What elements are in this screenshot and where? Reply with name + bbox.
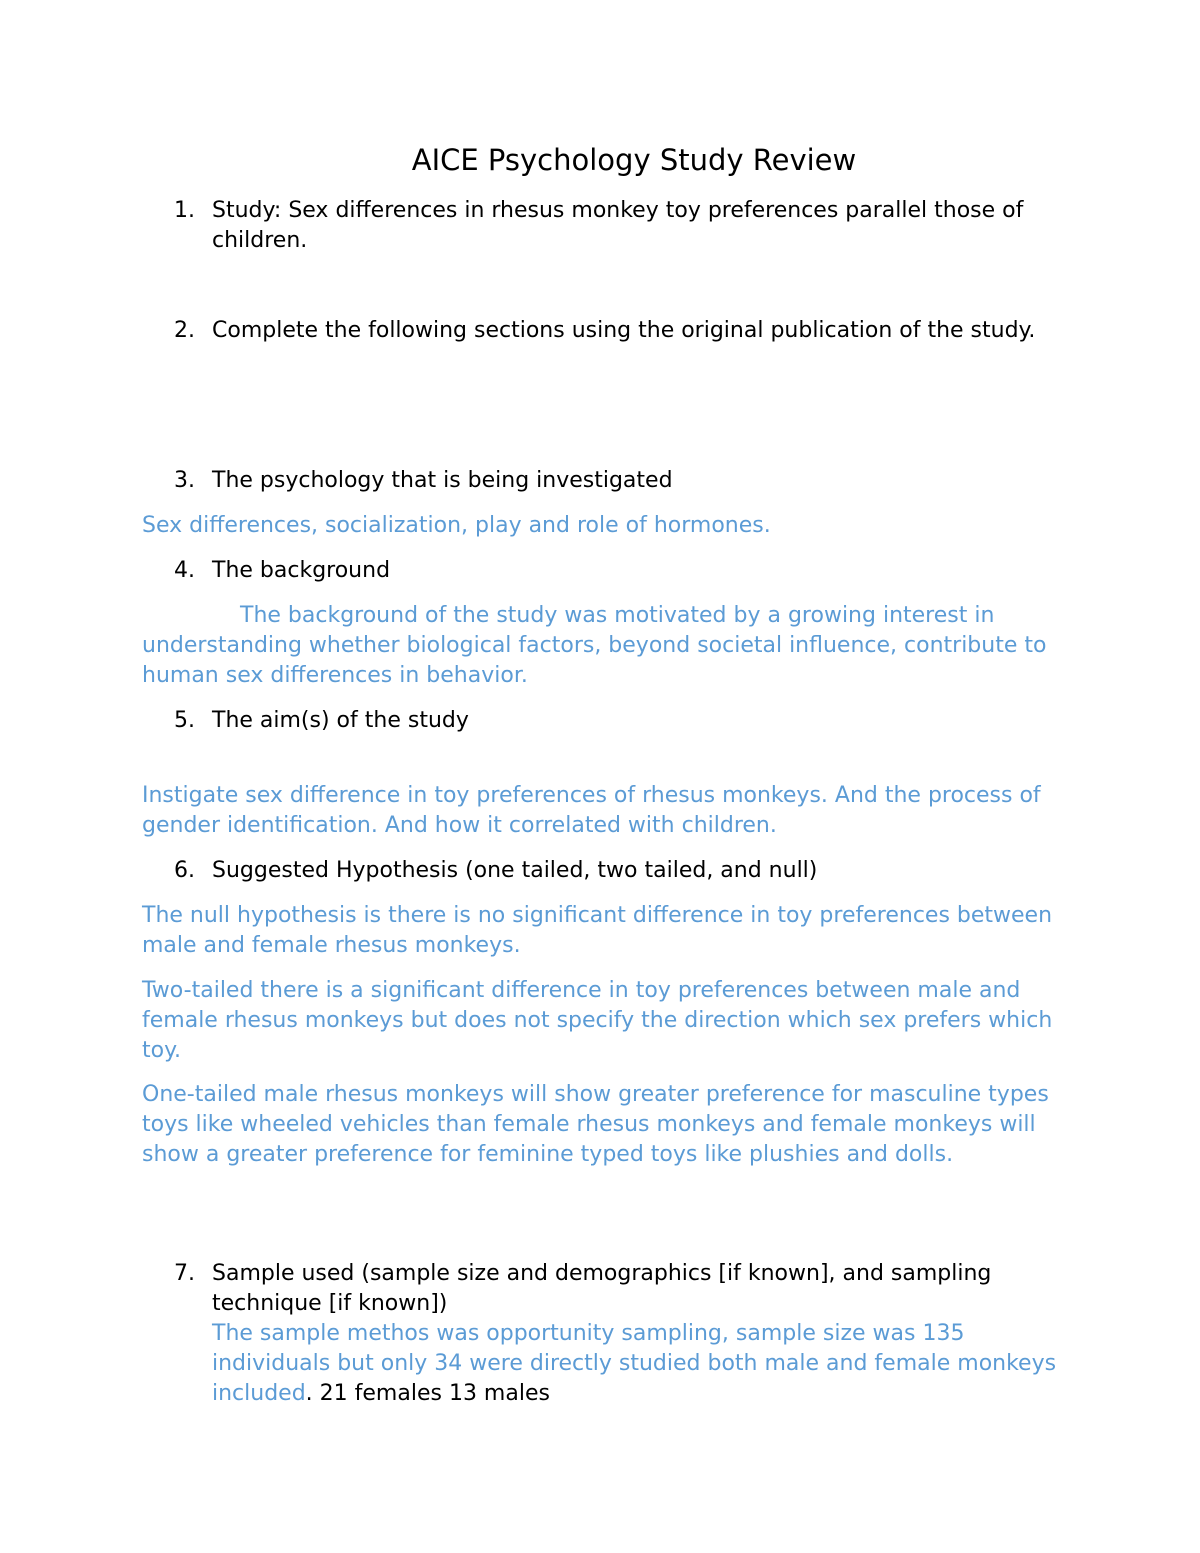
answer-background: The background of the study was motivated by a growing interest in understanding whether biological factors, beyond societal influence, contribute to human sex differences in behavior. xyxy=(142,603,1047,688)
list-item-3 xyxy=(174,466,1074,496)
answer-null-hypothesis: The null hypothesis is there is no significant difference in toy preferences between male and female rhesus monkeys. xyxy=(142,903,1053,958)
list-item-text xyxy=(212,1259,1074,1409)
list-number: 2. xyxy=(174,318,195,343)
answer-psychology: Sex differences, socialization, play and role of hormones. xyxy=(142,513,771,538)
answer-aims: Instigate sex difference in toy preferences of rhesus monkeys. And the process of gender identification. And how it correlated with children. xyxy=(142,783,1041,838)
answer-sample-method: The sample methos was opportunity sampling, sample size was 135 individuals but only 34 were directly studied both male and female monkeys included xyxy=(212,1321,1057,1406)
list-number: 4. xyxy=(174,558,195,583)
list-number: 1. xyxy=(174,198,195,223)
list-item-6 xyxy=(174,856,1074,886)
list-item-5 xyxy=(174,706,1074,736)
list-item-1 xyxy=(174,196,1074,256)
answer-sample xyxy=(212,1319,1074,1409)
list-item-text: Complete the following sections using the original publication of the study. xyxy=(212,318,1036,343)
answer-one-tailed: One-tailed male rhesus monkeys will show greater preference for masculine types toys like wheeled vehicles than female rhesus monkeys and female monkeys will show a greater preference for feminine typed toys like plushies and dolls. xyxy=(142,1082,1049,1167)
document-title: AICE Psychology Study Review xyxy=(411,143,857,177)
list-item-7 xyxy=(174,1259,1074,1409)
list-number: 3. xyxy=(174,468,195,493)
answer-two-tailed: Two-tailed there is a significant difference in toy preferences between male and female rhesus monkeys but does not specify the direction which sex prefers which toy. xyxy=(142,978,1053,1063)
answer-sample-counts: . 21 females 13 males xyxy=(305,1381,550,1406)
list-item-2 xyxy=(174,316,1074,346)
list-item-4 xyxy=(174,556,1074,586)
list-item-text: Suggested Hypothesis (one tailed, two tailed, and null) xyxy=(212,858,818,883)
list-item-text: Study: Sex differences in rhesus monkey toy preferences parallel those of children. xyxy=(212,198,1024,253)
list-number: 6. xyxy=(174,858,195,883)
list-item-text: The background xyxy=(212,558,391,583)
list-number: 7. xyxy=(174,1261,195,1286)
list-item-text-prompt: Sample used (sample size and demographics [if known], and sampling technique [if known]) xyxy=(212,1261,992,1316)
list-item-text: The psychology that is being investigated xyxy=(212,468,673,493)
list-item-text: The aim(s) of the study xyxy=(212,708,469,733)
list-number: 5. xyxy=(174,708,195,733)
